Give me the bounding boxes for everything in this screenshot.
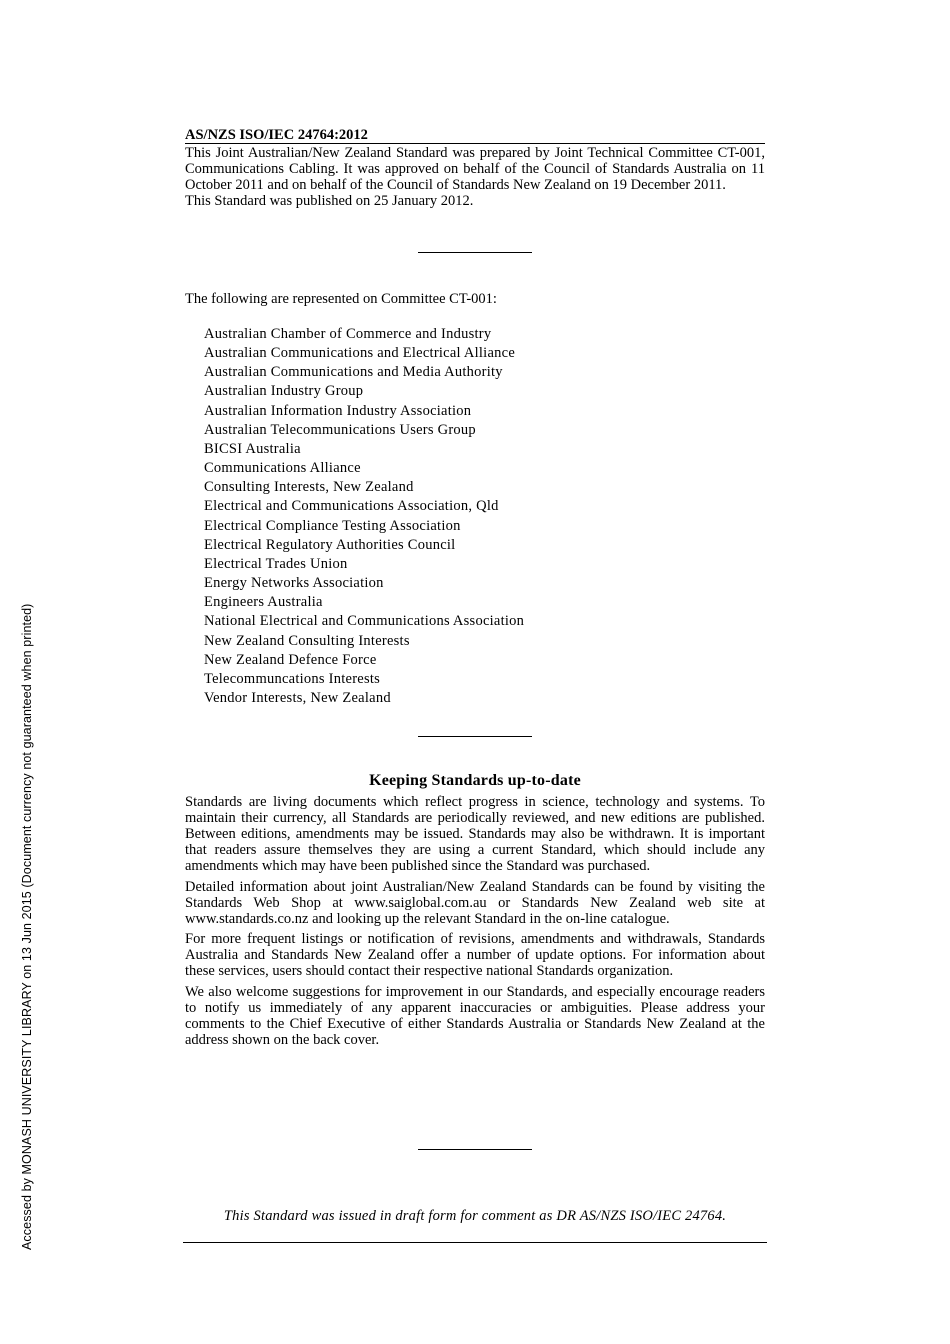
- section-divider-3: [418, 1149, 532, 1150]
- list-item: New Zealand Defence Force: [204, 651, 377, 668]
- list-item: National Electrical and Communications Association: [204, 613, 525, 630]
- committee-heading: The following are represented on Committee CT-001:: [185, 291, 497, 307]
- footer-rule: [183, 1242, 767, 1243]
- keeping-paragraph-3: For more frequent listings or notification of revisions, amendments and withdrawals, Standards Australia and Standards New Zealand offer a number of update options. For information about these services, users should contact their respective national Standards organization.: [185, 931, 765, 979]
- preparation-statement: [185, 145, 765, 209]
- section-divider-1: [418, 252, 532, 253]
- list-item: Australian Information Industry Association: [204, 402, 472, 419]
- committee-member-list: [204, 325, 524, 708]
- access-watermark: Accessed by MONASH UNIVERSITY LIBRARY on 13 Jun 2015 (Document currency not guaranteed when printed): [20, 603, 34, 1250]
- list-item: Telecommuncations Interests: [204, 670, 381, 687]
- keeping-paragraph-4: We also welcome suggestions for improvement in our Standards, and especially encourage readers to notify us immediately of any apparent inaccuracies or ambiguities. Please address your comments to the Chief Executive of either Standards Australia or Standards New Zealand at the address shown on the back cover.: [185, 983, 765, 1048]
- list-item: Electrical Compliance Testing Association: [204, 517, 461, 534]
- list-item: Energy Networks Association: [204, 575, 384, 592]
- standard-identifier: AS/NZS ISO/IEC 24764:2012: [185, 127, 765, 144]
- list-item: Consulting Interests, New Zealand: [204, 479, 414, 496]
- list-item: Communications Alliance: [204, 460, 361, 477]
- draft-note: This Standard was issued in draft form for comment as DR AS/NZS ISO/IEC 24764.: [223, 1208, 727, 1224]
- list-item: Electrical Trades Union: [204, 555, 348, 572]
- section-divider-2: [418, 736, 532, 737]
- list-item: Vendor Interests, New Zealand: [204, 689, 391, 706]
- keeping-paragraph-1: Standards are living documents which reflect progress in science, technology and systems. To maintain their currency, all Standards are periodically reviewed, and new editions are published. Between editions, amendments may be issued. Standards may also be withdrawn. It is important that readers assure themselves they are using a current Standard, which should include any amendments which may have been published since the Standard was purchased.: [185, 794, 765, 874]
- published-date-paragraph: This Standard was published on 25 January 2012.: [185, 193, 474, 209]
- keeping-standards-body: [185, 794, 765, 1052]
- keeping-standards-heading: Keeping Standards up-to-date: [369, 772, 581, 789]
- list-item: Australian Industry Group: [204, 383, 364, 400]
- list-item: Electrical Regulatory Authorities Council: [204, 536, 456, 553]
- list-item: Australian Telecommunications Users Group: [204, 421, 476, 438]
- list-item: Australian Chamber of Commerce and Industry: [204, 326, 492, 342]
- approval-paragraph: This Joint Australian/New Zealand Standard was prepared by Joint Technical Committee CT-001, Communications Cabling. It was approved on behalf of the Council of Standards Australia on 11 October 2011 and on behalf of the Council of Standards New Zealand on 19 December 2011.: [185, 145, 765, 193]
- list-item: New Zealand Consulting Interests: [204, 632, 410, 649]
- keeping-paragraph-2: Detailed information about joint Australian/New Zealand Standards can be found by visiting the Standards Web Shop at www.saiglobal.com.au or Standards New Zealand web site at www.standards.co.nz and looking up the relevant Standard in the on-line catalogue.: [185, 878, 765, 927]
- list-item: BICSI Australia: [204, 440, 301, 457]
- list-item: Engineers Australia: [204, 594, 323, 611]
- list-item: Electrical and Communications Association, Qld: [204, 498, 499, 515]
- list-item: Australian Communications and Electrical Alliance: [204, 345, 516, 362]
- list-item: Australian Communications and Media Authority: [204, 364, 503, 381]
